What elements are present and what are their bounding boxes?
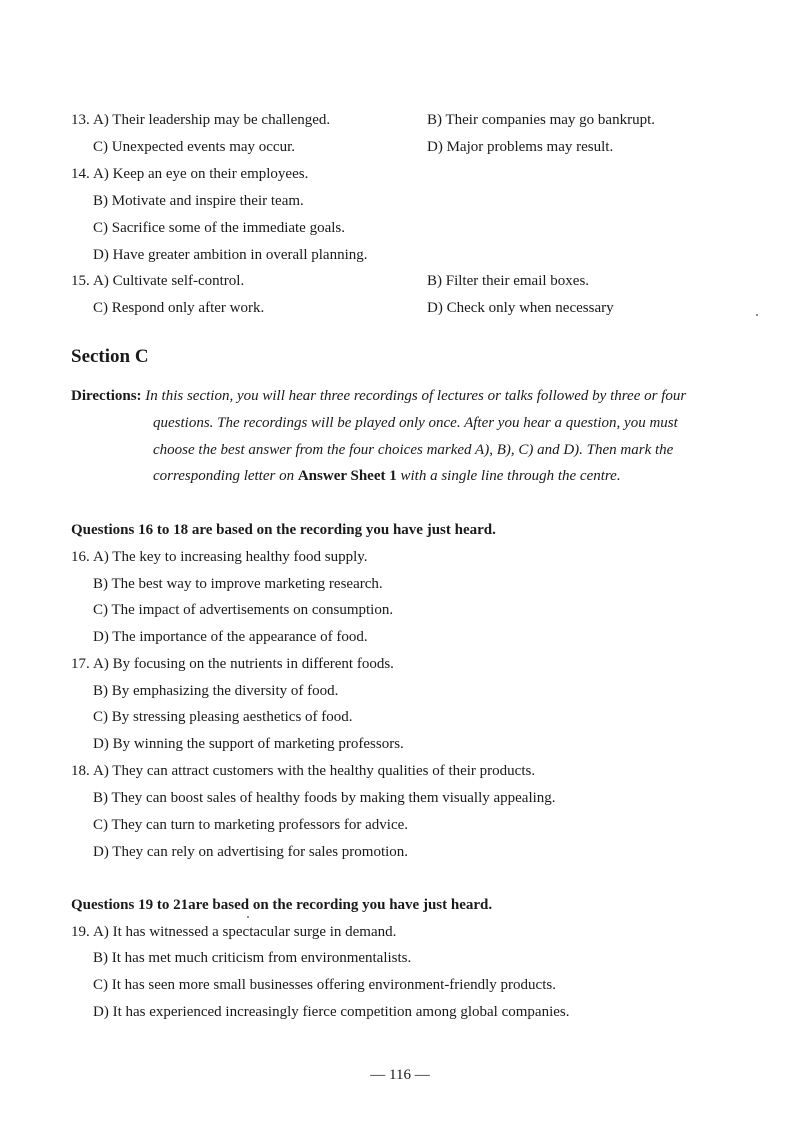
option-c: C) Sacrifice some of the immediate goals. bbox=[93, 220, 346, 236]
option-a: A) The key to increasing healthy food supply. bbox=[93, 549, 368, 565]
question-17-row-2 bbox=[0, 678, 800, 705]
option-a: A) By focusing on the nutrients in different foods. bbox=[93, 656, 394, 672]
answer-sheet-label: Answer Sheet 1 bbox=[297, 468, 397, 484]
option-b: B) By emphasizing the diversity of food. bbox=[93, 683, 339, 699]
question-17-row-3 bbox=[0, 704, 800, 731]
directions-line-3: choose the best answer from the four choices marked A), B), C) and D). Then mark the bbox=[153, 442, 674, 458]
option-c: C) The impact of advertisements on consumption. bbox=[93, 602, 394, 618]
question-number: 19. bbox=[71, 924, 90, 940]
question-16-row-3 bbox=[0, 597, 800, 624]
question-group-heading: Questions 16 to 18 are based on the recording you have just heard. bbox=[71, 522, 496, 538]
option-b: B) The best way to improve marketing research. bbox=[93, 576, 383, 592]
question-number: 18. bbox=[71, 763, 90, 779]
directions-line-2: questions. The recordings will be played only once. After you hear a question, you must bbox=[153, 415, 678, 431]
option-c: C) It has seen more small businesses offering environment-friendly products. bbox=[93, 977, 556, 993]
question-19-row-2 bbox=[0, 945, 800, 972]
option-d: D) Have greater ambition in overall planning. bbox=[93, 247, 368, 263]
option-a: A) Keep an eye on their employees. bbox=[93, 166, 309, 182]
question-group-heading: Questions 19 to 21are based on the recording you have just heard. bbox=[71, 897, 493, 913]
question-16-row-4 bbox=[0, 624, 800, 651]
directions-line-4 bbox=[153, 463, 621, 490]
question-14-row-3 bbox=[0, 215, 800, 242]
question-19-row-4 bbox=[0, 999, 800, 1026]
page-number: — 116 — bbox=[370, 1067, 430, 1083]
question-number: 13. bbox=[71, 112, 90, 128]
question-15-row-2 bbox=[0, 295, 800, 322]
scan-speck bbox=[756, 314, 758, 316]
option-b: B) They can boost sales of healthy foods by making them visually appealing. bbox=[93, 790, 556, 806]
option-b: B) Filter their email boxes. bbox=[427, 273, 590, 289]
question-19-row-3 bbox=[0, 972, 800, 999]
option-d: D) Check only when necessary bbox=[427, 300, 614, 316]
question-17-row-1 bbox=[0, 651, 800, 678]
directions-label: Directions: bbox=[71, 388, 142, 404]
option-c: C) By stressing pleasing aesthetics of food. bbox=[93, 709, 353, 725]
question-14-row-4 bbox=[0, 242, 800, 269]
question-13-row-2 bbox=[0, 134, 800, 161]
option-d: D) The importance of the appearance of food. bbox=[93, 629, 368, 645]
question-number: 16. bbox=[71, 549, 90, 565]
question-18-row-4 bbox=[0, 839, 800, 866]
option-a: A) It has witnessed a spectacular surge in demand. bbox=[93, 924, 397, 940]
question-13-row-1 bbox=[0, 107, 800, 134]
question-number: 15. bbox=[71, 273, 90, 289]
option-a: A) They can attract customers with the healthy qualities of their products. bbox=[93, 763, 536, 779]
option-b: B) Motivate and inspire their team. bbox=[93, 193, 304, 209]
question-number: 17. bbox=[71, 656, 90, 672]
question-19-row-1 bbox=[0, 919, 800, 946]
scan-speck bbox=[247, 916, 249, 918]
option-d: D) It has experienced increasingly fierce competition among global companies. bbox=[93, 1004, 570, 1020]
question-18-row-2 bbox=[0, 785, 800, 812]
directions-text: In this section, you will hear three recordings of lectures or talks followed by three or four bbox=[145, 388, 687, 404]
question-14-row-2 bbox=[0, 188, 800, 215]
directions-text: corresponding letter on bbox=[153, 468, 298, 484]
question-15-row-1 bbox=[0, 268, 800, 295]
option-d: D) They can rely on advertising for sales promotion. bbox=[93, 844, 409, 860]
question-14-row-1 bbox=[0, 161, 800, 188]
question-18-row-3 bbox=[0, 812, 800, 839]
option-d: D) Major problems may result. bbox=[427, 139, 614, 155]
option-d: D) By winning the support of marketing professors. bbox=[93, 736, 404, 752]
section-title: Section C bbox=[71, 346, 149, 367]
question-17-row-4 bbox=[0, 731, 800, 758]
option-c: C) They can turn to marketing professors for advice. bbox=[93, 817, 409, 833]
option-c: C) Respond only after work. bbox=[93, 300, 265, 316]
question-16-row-1 bbox=[0, 544, 800, 571]
option-a: A) Their leadership may be challenged. bbox=[93, 112, 331, 128]
directions-line-1 bbox=[71, 383, 686, 410]
question-number: 14. bbox=[71, 166, 90, 182]
option-b: B) It has met much criticism from environmentalists. bbox=[93, 950, 412, 966]
option-c: C) Unexpected events may occur. bbox=[93, 139, 296, 155]
question-16-row-2 bbox=[0, 571, 800, 598]
question-18-row-1 bbox=[0, 758, 800, 785]
directions-text: with a single line through the centre. bbox=[396, 468, 621, 484]
option-a: A) Cultivate self-control. bbox=[93, 273, 245, 289]
option-b: B) Their companies may go bankrupt. bbox=[427, 112, 656, 128]
